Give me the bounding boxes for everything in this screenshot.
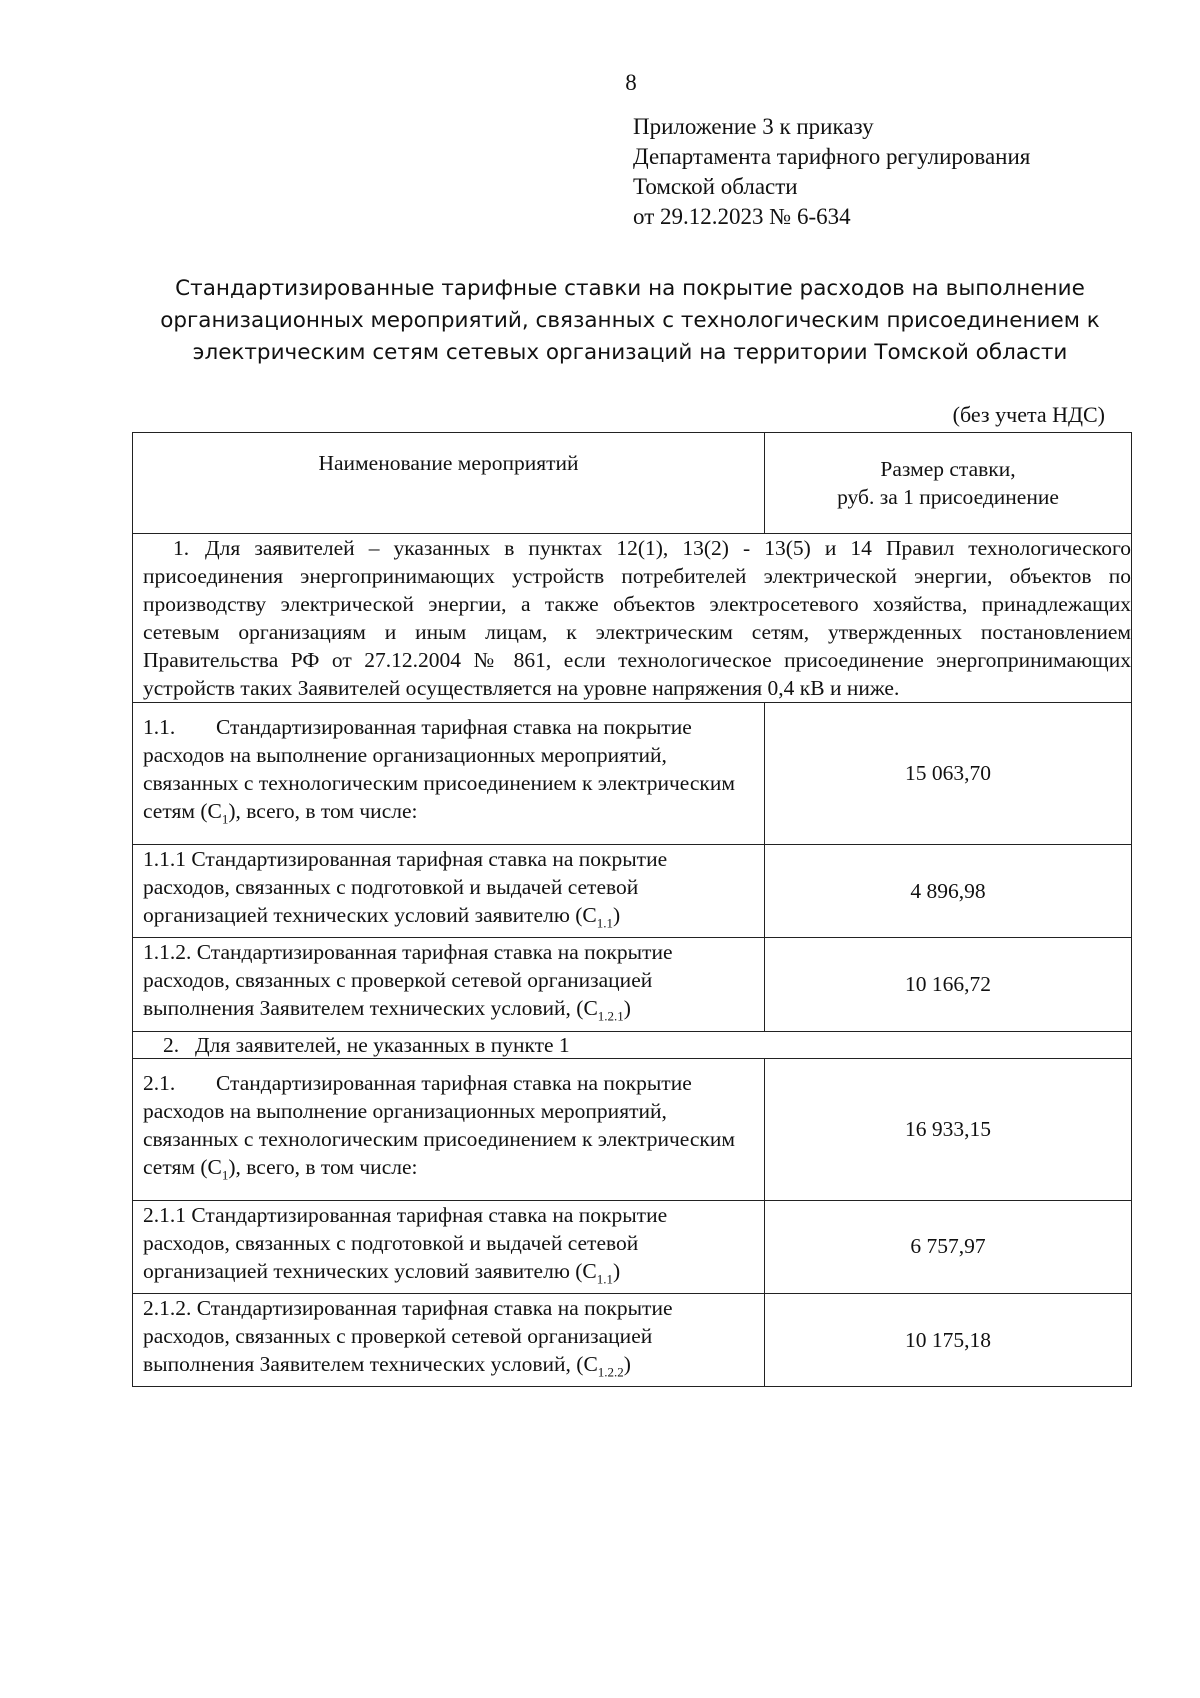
title-line-2: организационных мероприятий, связанных с технологическим присоединением к — [160, 308, 1100, 333]
item-subscript: 1.1 — [596, 1270, 614, 1286]
section-number: 2. — [163, 1032, 180, 1057]
table-header-row — [133, 433, 1132, 534]
item-text-end: ) — [623, 1351, 631, 1376]
item-number: 2.1. — [143, 1070, 176, 1095]
item-text-end: ) — [613, 1258, 621, 1283]
vat-note: (без учета НДС) — [952, 402, 1105, 427]
item-name-cell — [133, 1200, 765, 1293]
rates-table — [132, 432, 1132, 1387]
item-subscript: 1.1 — [596, 915, 614, 931]
item-name-cell — [133, 703, 765, 845]
table-row — [133, 1293, 1132, 1386]
item-number: 2.1.1 — [143, 1202, 186, 1227]
header-rate-line-1: Размер ставки, — [880, 457, 1016, 481]
table-row — [133, 703, 1132, 845]
item-text-end: ), всего, в том числе: — [228, 799, 418, 824]
header-rate-column — [765, 433, 1132, 534]
item-number: 1.1.2. — [143, 940, 192, 965]
item-subscript: 1 — [221, 1167, 229, 1183]
item-subscript: 1.2.2 — [597, 1364, 624, 1380]
item-name-cell — [133, 845, 765, 938]
item-value-cell: 10 166,72 — [765, 938, 1132, 1031]
section-2-cell — [133, 1031, 1132, 1058]
table-row — [133, 1200, 1132, 1293]
item-subscript: 1.2.1 — [597, 1008, 624, 1024]
item-name-cell — [133, 1293, 765, 1386]
table-row — [133, 845, 1132, 938]
item-name-cell — [133, 1058, 765, 1200]
item-text: Стандартизированная тарифная ставка на покрытие расходов, связанных с подготовкой и выдачей сетевой организацией технических условий заявителю (C — [143, 1202, 668, 1283]
header-name-column: Наименование мероприятий — [133, 433, 765, 534]
appendix-line-1: Приложение 3 к приказу — [633, 114, 874, 139]
title-line-1: Стандартизированные тарифные ставки на покрытие расходов на выполнение — [175, 276, 1085, 301]
appendix-line-3: Томской области — [633, 174, 798, 199]
item-subscript: 1 — [221, 811, 229, 827]
item-value-cell: 4 896,98 — [765, 845, 1132, 938]
table-row — [133, 1058, 1132, 1200]
item-text: Стандартизированная тарифная ставка на покрытие расходов на выполнение организационных мероприятий, связанных с технологическим присоединением к электрическим сетям (C — [143, 715, 735, 824]
header-rate-line-2: руб. за 1 присоединение — [837, 485, 1059, 509]
item-value-cell: 10 175,18 — [765, 1293, 1132, 1386]
item-number: 1.1. — [143, 715, 176, 740]
item-text: Стандартизированная тарифная ставка на покрытие расходов, связанных с проверкой сетевой организацией выполнения Заявителем технических условий, (C — [143, 940, 673, 1021]
item-name-cell — [133, 938, 765, 1031]
section-number: 1. — [173, 536, 190, 560]
item-text: Стандартизированная тарифная ставка на покрытие расходов, связанных с подготовкой и выдачей сетевой организацией технических условий заявителю (C — [143, 847, 668, 927]
appendix-line-4: от 29.12.2023 № 6-634 — [633, 204, 851, 229]
item-number: 2.1.2. — [143, 1295, 192, 1320]
item-value-cell: 15 063,70 — [765, 703, 1132, 845]
section-text: Для заявителей, не указанных в пункте 1 — [195, 1032, 570, 1057]
appendix-header — [633, 112, 1030, 232]
item-text-end: ) — [623, 996, 631, 1021]
section-row-2 — [133, 1031, 1132, 1058]
item-text-end: ) — [613, 903, 621, 927]
item-text-end: ), всего, в том числе: — [228, 1154, 418, 1179]
item-text: Стандартизированная тарифная ставка на покрытие расходов на выполнение организационных мероприятий, связанных с технологическим присоединением к электрическим сетям (C — [143, 1070, 735, 1179]
page-number: 8 — [625, 70, 637, 95]
title-line-3: электрическим сетям сетевых организаций на территории Томской области — [192, 340, 1068, 365]
item-value-cell: 16 933,15 — [765, 1058, 1132, 1200]
document-title — [130, 273, 1130, 369]
section-row-1 — [133, 534, 1132, 703]
section-1-cell — [133, 534, 1132, 703]
item-text: Стандартизированная тарифная ставка на покрытие расходов, связанных с проверкой сетевой организацией выполнения Заявителем технических условий, (C — [143, 1295, 673, 1376]
appendix-line-2: Департамента тарифного регулирования — [633, 144, 1031, 169]
table-row — [133, 938, 1132, 1031]
item-number: 1.1.1 — [143, 847, 186, 871]
item-value-cell: 6 757,97 — [765, 1200, 1132, 1293]
section-text: Для заявителей – указанных в пунктах 12(1), 13(2) - 13(5) и 14 Правил технологического присоединения энергопринимающих устройств потребителей электрической энергии, объектов по производству электрической энергии, а также объектов электросетевого хозяйства, принадлежащих сетевым организациям и иным лицам, к электрическим сетям, утвержденных постановлением Правительства РФ от 27.12.2004 № 861, если технологическое присоединение энергопринимающих устройств таких Заявителей осуществляется на уровне напряжения 0,4 кВ и ниже. — [143, 536, 1131, 700]
